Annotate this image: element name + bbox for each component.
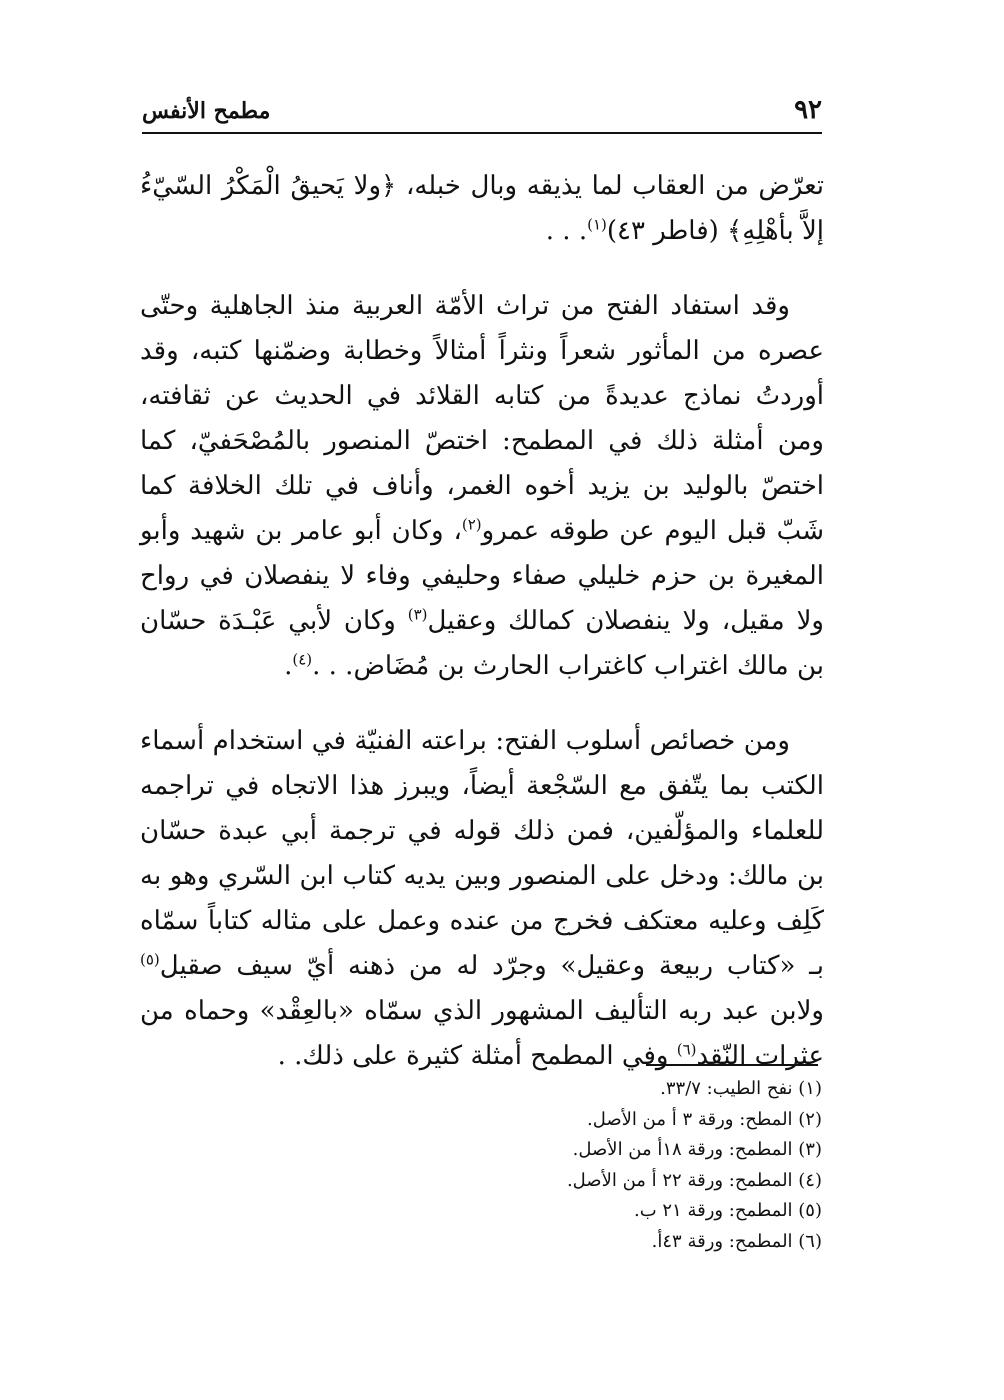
paragraph-text: ولابن عبد ربه التأليف المشهور الذي سمّاه «بالعِقْد» وحماه من عثرات النّقد: [140, 996, 824, 1071]
footnote-marker: (٤): [292, 650, 313, 669]
book-title: مطمح الأنفس: [142, 98, 271, 124]
footnote-marker: (٥): [140, 950, 160, 969]
footnote-marker: (٦): [676, 1040, 697, 1059]
footnote-marker: (٣): [407, 605, 428, 624]
running-header: [142, 92, 822, 134]
paragraph-text: تعرّض من العقاب لما يذيقه وبال خبله، ﴿ولا يَحيقُ الْمَكْرُ السّيّءُ إلاَّ بأهْلِهِ﴾ (فاطر ٤٣): [140, 171, 824, 246]
paragraph-text: وفي المطمح أمثلة كثيرة على ذلك. .: [277, 1041, 677, 1071]
paragraph-3: [140, 719, 824, 1079]
footnote-1: (١) نفح الطيب: ٣٣/٧.: [660, 1078, 822, 1099]
footnotes-list: [322, 1074, 822, 1257]
footnote-marker: (١): [587, 215, 607, 234]
paragraph-2: [140, 284, 824, 689]
footnote-marker: (٢): [461, 515, 482, 534]
footnote-6: (٦) المطمح: ورقة ٤٣أ.: [651, 1230, 822, 1252]
paragraph-text: وقد استفاد الفتح من تراث الأمّة العربية منذ الجاهلية وحتّى عصره من المأثور شعراً ونثراً أمثالاً وخطابة وضمّنها كتبه، وقد أوردتُ نماذج عديدةً من كتابه القلائد في الحديث عن ثقافته، ومن أمثلة ذلك في المطمح: اختصّ المنصور بالمُصْحَفيّ، كما اختصّ بالوليد بن يزيد أخوه الغمر، وأناف في تلك الخلافة كما شَبّ قبل اليوم عن طوقه عمرو: [140, 291, 824, 546]
paragraph-text: ومن خصائص أسلوب الفتح: براعته الفنيّة في استخدام أسماء الكتب بما يتّفق مع السّجْعة أيضاً، ويبرز هذا الاتجاه في تراجمه للعلماء والمؤلّفين، فمن ذلك قوله في ترجمة أبي عبدة حسّان بن مالك: ودخل على المنصور وبين يديه كتاب ابن السّري وهو به كَلِف وعليه معتكف فخرج من عنده وعمل على مثاله كتاباً سمّاه بـ «كتاب ربيعة وعقيل» وجرّد له من ذهنه أيّ سيف صقيل: [140, 726, 824, 981]
paragraph-text: .: [284, 651, 293, 681]
footnote-5: (٥) المطمح: ورقة ٢١ ب.: [633, 1200, 822, 1221]
paragraph-text: . . .: [545, 216, 588, 246]
footnote-divider: [646, 1064, 818, 1066]
paragraph-1: [140, 164, 824, 254]
paragraph-text: وكان لأبي عَبْـدَة حسّان بن مالك اغتراب كاغتراب الحارث بن مُضَاض. . .: [140, 606, 824, 681]
paragraph-text: ، وكان أبو عامر بن شهيد وأبو المغيرة بن حزم خليلي صفاء وحليفي وفاء لا ينفصلان في رواح ولا مقيل، ولا ينفصلان كمالك وعقيل: [140, 516, 825, 636]
page-number: ٩٢: [794, 95, 822, 125]
main-text: [140, 164, 824, 1079]
footnote-3: (٣) المطمح: ورقة ١٨أ من الأصل.: [572, 1139, 822, 1160]
footnote-2: (٢) المطح: ورقة ٣ أ من الأصل.: [587, 1108, 822, 1130]
footnote-4: (٤) المطمح: ورقة ٢٢ أ من الأصل.: [566, 1169, 822, 1191]
